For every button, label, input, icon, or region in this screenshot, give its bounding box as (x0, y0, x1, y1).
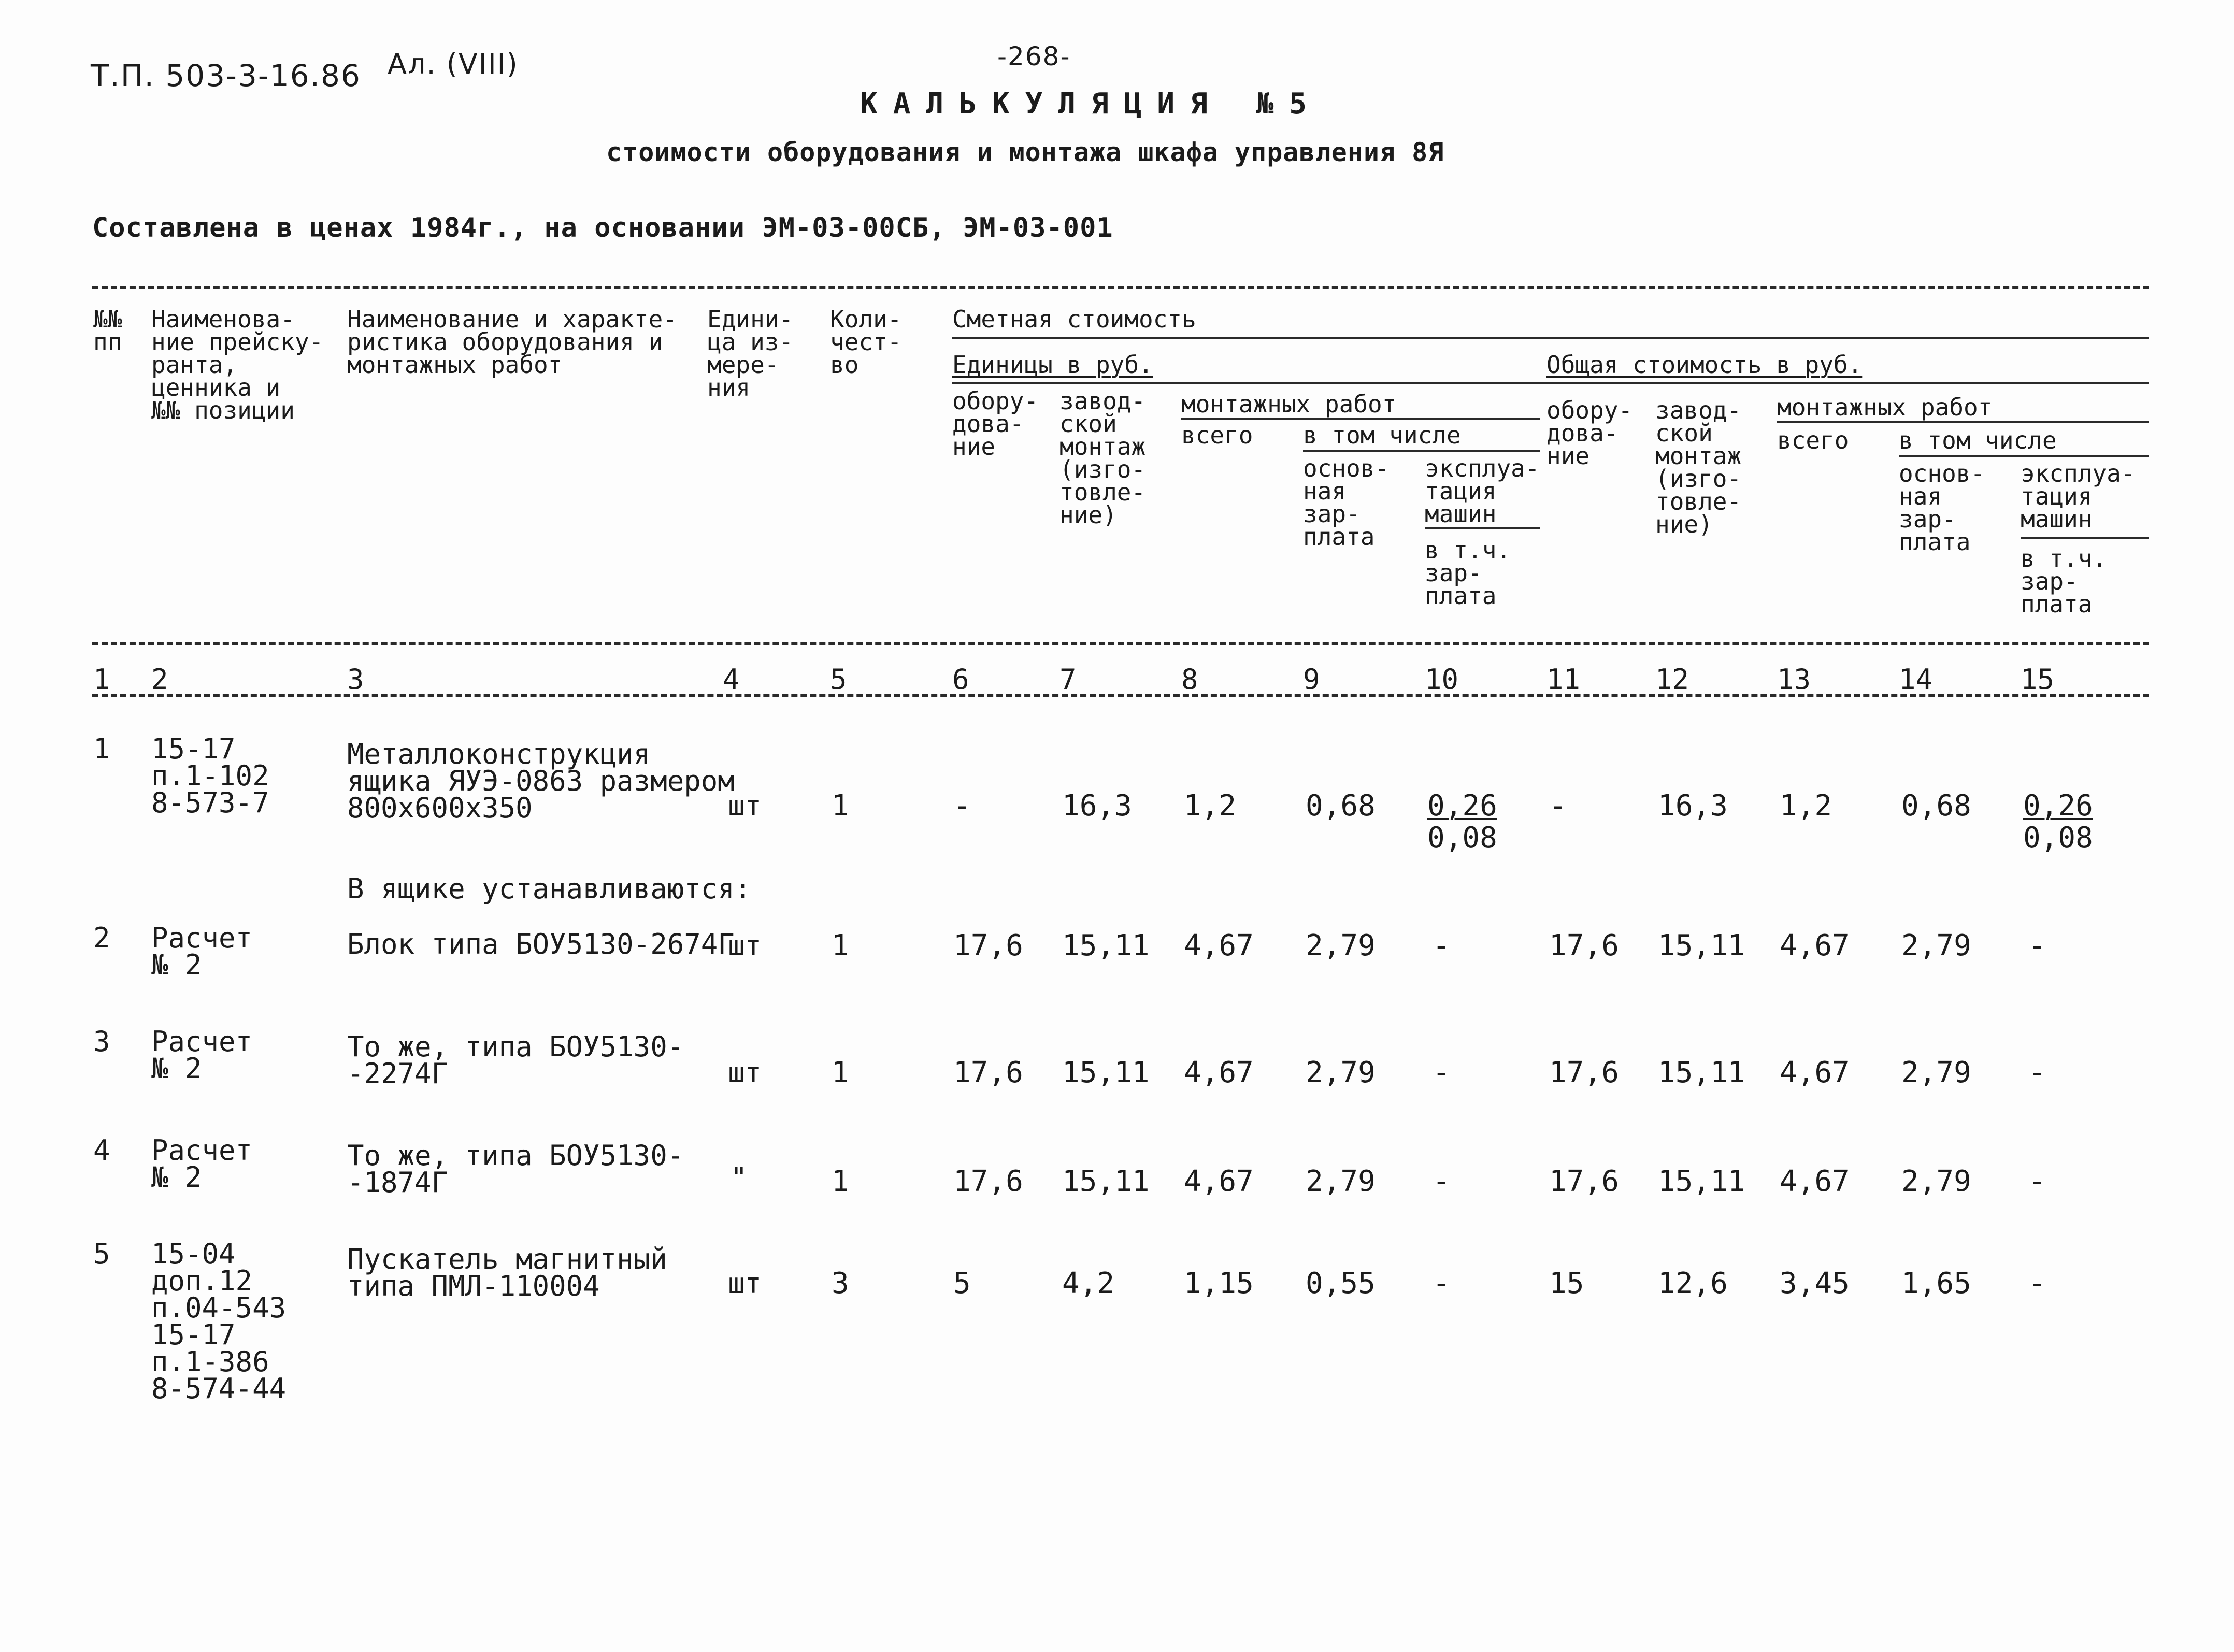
row-unit-mounting-total: 1,2 (1184, 789, 1237, 823)
header-rule-groups (952, 382, 2149, 384)
header-unit-equipment: обору- дова- ние (952, 387, 1039, 461)
header-total-cost-group: Общая стоимость в руб. (1546, 351, 1863, 379)
row-total-machines: - (2028, 929, 2046, 963)
column-number: 11 (1546, 663, 1581, 696)
row-total-salary: 2,79 (1901, 929, 1971, 963)
row-unit: шт (728, 789, 762, 822)
header-unit: Едини- ца из- мере- ния (707, 305, 794, 401)
row-unit-mounting-total: 4,67 (1184, 1056, 1254, 1089)
row-total-equipment: 17,6 (1549, 929, 1619, 963)
row-unit-machines: - (1433, 1056, 1450, 1089)
header-unit-salary: основ- ная зар- плата (1303, 454, 1390, 551)
header-unit-machines: эксплуа- тация машин (1425, 454, 1540, 528)
row-total-salary: 2,79 (1901, 1056, 1971, 1089)
header-estimated-cost: Сметная стоимость (952, 305, 1196, 333)
row-total-equipment: 17,6 (1549, 1056, 1619, 1089)
row-total-mounting-total: 3,45 (1780, 1267, 1850, 1300)
header-bottom-divider (92, 642, 2149, 645)
row-price-reference: Расчет № 2 (151, 1025, 253, 1085)
row-total-factory-assembly: 12,6 (1658, 1267, 1728, 1300)
row-unit-equipment: 17,6 (953, 929, 1023, 963)
column-number: 7 (1059, 663, 1077, 696)
row-unit-equipment: - (953, 789, 971, 823)
row-quantity: 1 (832, 789, 849, 823)
row-unit-mounting-total: 4,67 (1184, 1165, 1254, 1198)
header-total-including: в том числе (1899, 426, 2057, 454)
column-number: 12 (1655, 663, 1689, 696)
header-total-machines: эксплуа- тация машин (2021, 459, 2136, 533)
row-total-machines: - (2028, 1165, 2046, 1198)
row-total-mounting-total: 4,67 (1780, 1165, 1850, 1198)
header-unit-factory-assembly: завод- ской монтаж (изго- товле- ние) (1059, 387, 1146, 529)
row-unit-machines: 0,26 (1427, 789, 1497, 823)
document-subtitle: стоимости оборудования и монтажа шкафа управления 8Я (606, 137, 1444, 167)
column-number: 9 (1303, 663, 1320, 696)
header-unit-machines-salary: в т.ч. зар- плата (1425, 536, 1511, 610)
header-total-machines-salary: в т.ч. зар- плата (2021, 544, 2107, 618)
column-number: 14 (1899, 663, 1933, 696)
header-rule-unit-including (1303, 450, 1540, 452)
row-unit-mounting-total: 1,15 (1184, 1267, 1254, 1300)
row-total-mounting-total: 4,67 (1780, 929, 1850, 963)
row-unit-machines-salary: 0,08 (1427, 821, 1497, 855)
row-number: 3 (93, 1025, 110, 1058)
header-price-reference: Наименова- ние прейску- ранта, ценника и №№ позиции (151, 305, 324, 424)
row-unit-equipment: 17,6 (953, 1165, 1023, 1198)
row-price-reference: Расчет № 2 (151, 922, 253, 981)
table-top-divider (92, 286, 2149, 289)
column-number: 15 (2021, 663, 2055, 696)
row-price-reference: 15-04 доп.12 п.04-543 15-17 п.1-386 8-574-44 (151, 1238, 287, 1405)
row-price-reference: 15-17 п.1-102 8-573-7 (151, 732, 269, 819)
row-unit-mounting-total: 4,67 (1184, 929, 1254, 963)
row-total-factory-assembly: 16,3 (1658, 789, 1728, 823)
row-description: Металлоконструкция ящика ЯУЭ-0863 размером 800х600х350 (347, 738, 735, 824)
column-number: 1 (93, 663, 110, 696)
row-total-salary: 1,65 (1901, 1267, 1971, 1300)
row-quantity: 1 (832, 1165, 849, 1198)
header-rule-total-machines (2021, 537, 2149, 539)
price-basis: Составлена в ценах 1984г., на основании ЭМ-03-00СБ, ЭМ-03-001 (92, 212, 1113, 243)
row-unit-salary: 2,79 (1306, 929, 1376, 963)
header-total-equipment: обору- дова- ние (1546, 396, 1633, 470)
header-total-total: всего (1777, 426, 1849, 454)
row-unit-salary: 2,79 (1306, 1165, 1376, 1198)
column-number: 2 (151, 663, 168, 696)
header-unit-total: всего (1181, 421, 1253, 449)
header-total-factory-assembly: завод- ской монтаж (изго- товле- ние) (1655, 396, 1742, 538)
header-quantity: Коли- чест- во (830, 305, 902, 379)
row-unit-salary: 0,68 (1306, 789, 1376, 823)
row-description: Пускатель магнитный типа ПМЛ-110004 (347, 1243, 667, 1302)
row-total-mounting-total: 1,2 (1780, 789, 1832, 823)
column-number: 10 (1425, 663, 1459, 696)
document-code: Т.П. 503-3-16.86 (91, 58, 361, 93)
album-mark: Ал. (VIII) (388, 48, 519, 80)
row-quantity: 1 (832, 1056, 849, 1089)
column-number: 6 (952, 663, 969, 696)
header-unit-mounting: монтажных работ (1181, 390, 1397, 418)
row-total-factory-assembly: 15,11 (1658, 929, 1745, 963)
row-quantity: 3 (832, 1267, 849, 1300)
row-description: То же, типа БОУ5130- -2274Г (347, 1030, 684, 1090)
row-total-factory-assembly: 15,11 (1658, 1056, 1745, 1089)
column-number: 3 (347, 663, 364, 696)
row-total-mounting-total: 4,67 (1780, 1056, 1850, 1089)
row-number: 1 (93, 732, 110, 765)
row-unit-machines: - (1433, 1267, 1450, 1300)
row-total-salary: 0,68 (1901, 789, 1971, 823)
row-total-machines-salary: 0,08 (2023, 821, 2093, 855)
row-total-equipment: - (1549, 789, 1567, 823)
row-number: 2 (93, 922, 110, 954)
row-unit: шт (728, 929, 762, 962)
row-total-machines: 0,26 (2023, 789, 2093, 823)
row-description: Блок типа БОУ5130-2674Г (347, 928, 735, 960)
row-total-machines: - (2028, 1267, 2046, 1300)
document-title: КАЛЬКУЛЯЦИЯ №5 (860, 87, 1323, 121)
header-rule-total-mounting (1777, 421, 2149, 423)
row-unit-factory-assembly: 15,11 (1062, 929, 1150, 963)
row-unit-equipment: 5 (953, 1267, 971, 1300)
header-total-mounting: монтажных работ (1777, 393, 1993, 421)
row-number: 5 (93, 1238, 110, 1270)
row-quantity: 1 (832, 929, 849, 963)
header-row-number: №№ пп (93, 305, 122, 356)
row-unit: " (731, 1161, 748, 1194)
row-total-equipment: 15 (1549, 1267, 1584, 1300)
row-unit-salary: 2,79 (1306, 1056, 1376, 1089)
row-total-machines: - (2028, 1056, 2046, 1089)
row-unit-salary: 0,55 (1306, 1267, 1376, 1300)
row-unit-factory-assembly: 4,2 (1062, 1267, 1115, 1300)
column-number: 4 (723, 663, 740, 696)
page-number: -268- (997, 41, 1071, 71)
column-number: 13 (1777, 663, 1811, 696)
header-rule-unit-mounting (1181, 418, 1540, 420)
row-unit: шт (728, 1267, 762, 1300)
row-unit-factory-assembly: 15,11 (1062, 1165, 1150, 1198)
column-number: 8 (1181, 663, 1198, 696)
header-description: Наименование и характе- ристика оборудования и монтажных работ (347, 305, 677, 379)
header-unit-including: в том числе (1303, 421, 1461, 449)
installed-items-note: В ящике устанавливаются: (347, 872, 752, 905)
row-description: То же, типа БОУ5130- -1874Г (347, 1139, 684, 1199)
row-unit-machines: - (1433, 1165, 1450, 1198)
row-unit-machines: - (1433, 929, 1450, 963)
column-numbers-divider (92, 694, 2149, 697)
row-price-reference: Расчет № 2 (151, 1134, 253, 1194)
header-unit-price-group: Единицы в руб. (952, 351, 1153, 379)
header-total-salary: основ- ная зар- плата (1899, 459, 1985, 556)
column-number: 5 (830, 663, 847, 696)
row-total-salary: 2,79 (1901, 1165, 1971, 1198)
header-rule-unit-machines (1425, 527, 1540, 529)
row-unit-factory-assembly: 16,3 (1062, 789, 1132, 823)
row-unit-equipment: 17,6 (953, 1056, 1023, 1089)
row-unit: шт (728, 1056, 762, 1089)
row-total-equipment: 17,6 (1549, 1165, 1619, 1198)
row-unit-factory-assembly: 15,11 (1062, 1056, 1150, 1089)
header-rule-total-including (1899, 455, 2149, 457)
row-total-factory-assembly: 15,11 (1658, 1165, 1745, 1198)
row-number: 4 (93, 1134, 110, 1167)
header-rule-estimated (952, 337, 2149, 339)
